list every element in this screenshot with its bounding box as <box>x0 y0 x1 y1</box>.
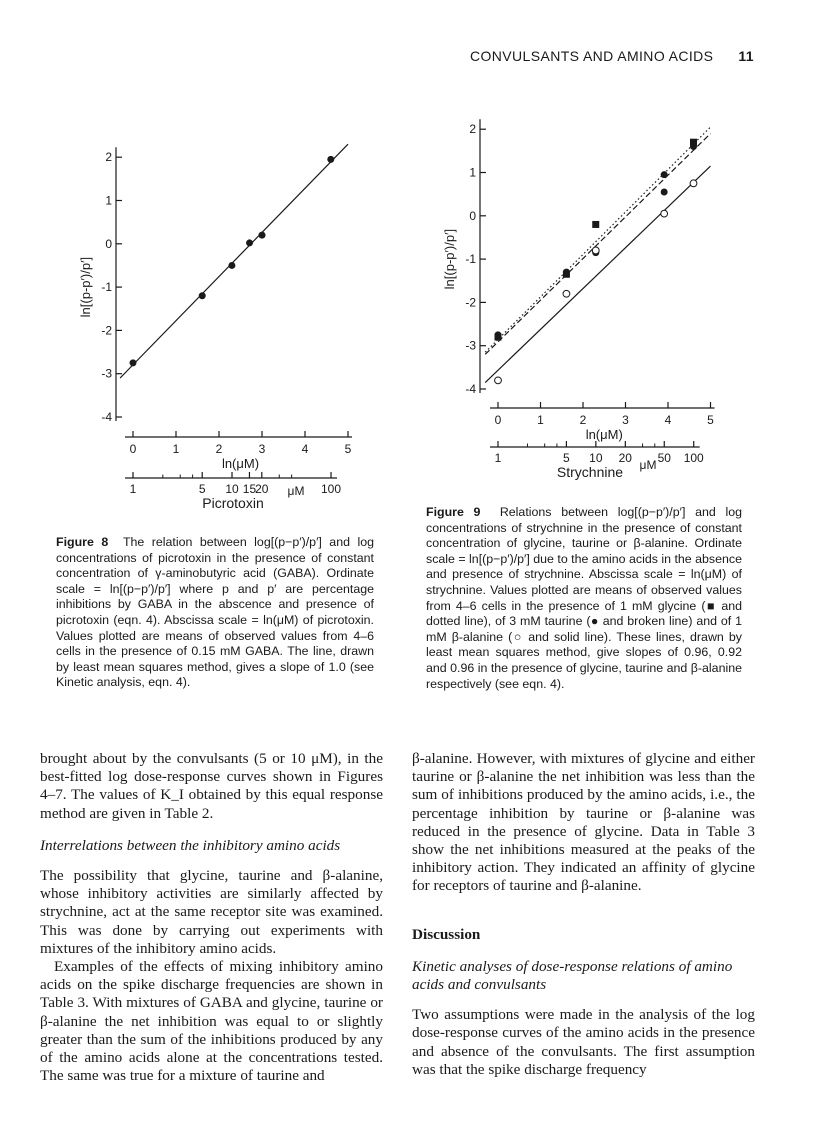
fig9-data-point-filled-circle <box>563 269 570 276</box>
fig9-x-tick-label: 2 <box>579 413 587 427</box>
fig8-data-point-filled-circle <box>228 262 235 269</box>
fig9-x-tick-label: 4 <box>664 413 672 427</box>
right-paragraph-2: Two assumptions were made in the analysis of the log dose-response curves of the amino acids in the presence and absence of the convulsants. The first assumption was that the spike discharge frequency <box>412 1006 755 1078</box>
figure-9-caption <box>426 505 742 692</box>
fig9-y-axis-label: ln[(p-p′)/p′] <box>442 228 457 290</box>
fig8-x-axis-label: ln(μM) <box>221 456 260 471</box>
fig8-secondary-tick-label: 5 <box>198 482 206 496</box>
fig8-data-point-filled-circle <box>327 156 334 163</box>
fig9-y-tick-label: -1 <box>465 252 476 267</box>
figure-8-caption-text: The relation between log[(p−p′)/p′] and log concentrations of picrotoxin in the presence of constant concentration of γ-aminobutyric acid (GABA). Ordinate scale = ln[(p−p′)/p′] where p and p′ are percentage inhibitions by GABA in the abscence and presence of picrotoxin (eqn. 4). Abscissa scale = ln(μM) of picrotoxin. Values plotted are means of observed values from 4–6 cells in the presence of 0.15 mM GABA. The line, drawn by least mean squares method, gives a slope of 1.0 (see Kinetic analysis, eqn. 4). <box>56 535 374 690</box>
fig9-x-tick-label: 0 <box>494 413 502 427</box>
fig8-secondary-axis-label: Picrotoxin <box>202 495 264 511</box>
right-text-column <box>412 750 755 1079</box>
fig9-y-tick-label: -3 <box>465 338 476 353</box>
fig8-fit-line-1 <box>120 144 348 378</box>
fig9-data-point-square <box>592 221 599 228</box>
fig9-secondary-tick-label: 20 <box>618 451 632 465</box>
fig8-x-tick-label: 4 <box>301 442 309 456</box>
fig9-data-point-filled-circle <box>661 171 668 178</box>
fig8-x-tick-label: 5 <box>344 442 352 456</box>
fig8-y-tick-label: -3 <box>101 366 112 381</box>
left-paragraph-2: The possibility that glycine, taurine and β-alanine, whose inhibitory activities are similarly affected by strychnine, act at the same receptor site was examined. This was done by carrying out experiments with mixtures of the inhibitory amino acids. <box>40 867 383 957</box>
fig9-y-tick-label: 1 <box>469 165 476 180</box>
fig9-x-tick-label: 3 <box>622 413 629 427</box>
fig8-y-tick-label: 0 <box>105 236 112 251</box>
fig8-secondary-tick-label: 10 <box>225 482 239 496</box>
fig8-x-tick-label: 2 <box>215 442 223 456</box>
fig8-secondary-axis-unit: μM <box>287 484 305 498</box>
fig9-secondary-axis-unit: μM <box>639 458 657 472</box>
fig9-data-point-open-circle <box>690 180 697 187</box>
figure-9-caption-text: Relations between log[(p−p′)/p′] and log concentrations of strychnine in the presence of constant concentration of glycine, taurine or β-alanine. Ordinate scale = ln[(p−p′)/p′] due to the amino acids in the absence and presence of strychnine. Abscissa scale = ln(μM) of strychnine. Values plotted are means of observed values from 4–6 cells in the presence of 1 mM glycine (■ and dotted line), of 3 mM taurine (● and broken line) and of 1 mM β-alanine (○ and solid line). These lines, drawn by least mean squares method, give slopes of 0.96, 0.92 and 0.96 in the presence of glycine, taurine and β-alanine respectively (see eqn. 4). <box>426 505 742 691</box>
fig9-data-point-open-circle <box>495 377 502 384</box>
fig8-y-axis-label: ln[(p-p′)/p′] <box>78 256 93 318</box>
subsection-heading-kinetic: Kinetic analyses of dose-response relations of amino acids and convulsants <box>412 957 733 994</box>
fig8-secondary-tick-label: 15 <box>242 482 257 496</box>
fig8-x-tick-label: 3 <box>258 442 266 456</box>
left-paragraph-1: brought about by the convulsants (5 or 10 μM), in the best-fitted log dose-response curves shown in Figures 4–7. The values of K_I obtained by this equal response method are given in Table 2. <box>40 750 383 822</box>
fig9-secondary-tick-label: 10 <box>589 451 603 465</box>
fig8-secondary-tick-label: 100 <box>321 482 342 496</box>
fig8-y-tick-label: 2 <box>105 150 112 165</box>
fig9-y-tick-label: 0 <box>469 208 476 223</box>
fig9-x-tick-label: 5 <box>707 413 714 427</box>
figure-9-chart <box>438 110 758 490</box>
page-number: 11 <box>738 48 754 64</box>
fig8-secondary-tick-label: 20 <box>255 482 269 496</box>
running-title: CONVULSANTS AND AMINO ACIDS <box>470 48 714 64</box>
fig9-data-point-open-circle <box>661 210 668 217</box>
section-heading-discussion: Discussion <box>412 925 481 943</box>
fig8-data-point-filled-circle <box>199 292 206 299</box>
fig9-fit-line-1 <box>485 127 710 352</box>
fig9-secondary-tick-label: 5 <box>563 451 570 465</box>
fig8-data-point-filled-circle <box>130 359 137 366</box>
fig9-x-tick-label: 1 <box>537 413 544 427</box>
fig9-x-axis-label: ln(μM) <box>585 427 623 442</box>
fig9-data-point-open-circle <box>592 247 599 254</box>
fig8-x-tick-label: 0 <box>129 442 137 456</box>
fig9-y-tick-label: -2 <box>465 295 476 310</box>
fig8-y-tick-label: -2 <box>101 323 112 338</box>
fig9-data-point-filled-circle <box>495 331 502 338</box>
figure-8-caption <box>56 535 374 691</box>
fig9-data-point-filled-circle <box>690 143 697 150</box>
fig9-y-tick-label: -4 <box>465 382 476 396</box>
running-header <box>470 48 754 64</box>
left-paragraph-3: Examples of the effects of mixing inhibitory amino acids on the spike discharge frequencies are shown in Table 3. With mixtures of GABA and glycine, taurine or β-alanine the net inhibition was equal to or slightly greater than the sum of the inhibitions produced by any of the amino acids alone at the concentrations tested. The same was true for a mixture of taurine and <box>40 958 383 1085</box>
figure-9-caption-label: Figure 9 <box>426 505 481 519</box>
fig9-fit-line-2 <box>485 134 710 355</box>
fig8-y-tick-label: -1 <box>101 280 112 295</box>
left-text-column <box>40 750 383 1085</box>
fig8-x-tick-label: 1 <box>172 442 180 456</box>
fig9-data-point-filled-circle <box>661 188 668 195</box>
fig9-secondary-axis-label: Strychnine <box>556 464 624 480</box>
fig9-data-point-open-circle <box>563 290 570 297</box>
fig9-secondary-tick-label: 50 <box>657 451 671 465</box>
figure-8-chart <box>60 140 400 520</box>
right-paragraph-1: β-alanine. However, with mixtures of glycine and either taurine or β-alanine the net inhibition was less than the sum of inhibitions produced by the amino acids, i.e., the percentage inhibition by taurine or β-alanine was reduced in the presence of glycine. Data in Table 3 show the net inhibitions measured at the peaks of the inhibitory action. They indicated an affinity of glycine for receptors of taurine and β-alanine. <box>412 750 755 895</box>
fig9-secondary-tick-label: 100 <box>683 451 704 465</box>
fig9-y-tick-label: 2 <box>469 122 476 137</box>
fig8-data-point-filled-circle <box>246 239 253 246</box>
fig8-data-point-filled-circle <box>259 232 266 239</box>
fig9-secondary-tick-label: 1 <box>494 451 502 465</box>
figure-8-caption-label: Figure 8 <box>56 535 109 549</box>
fig8-y-tick-label: -4 <box>101 410 112 424</box>
fig9-fit-line-3 <box>485 166 710 383</box>
section-heading-interrelations: Interrelations between the inhibitory amino acids <box>40 836 341 854</box>
fig8-y-tick-label: 1 <box>105 193 112 208</box>
fig8-secondary-tick-label: 1 <box>129 482 137 496</box>
